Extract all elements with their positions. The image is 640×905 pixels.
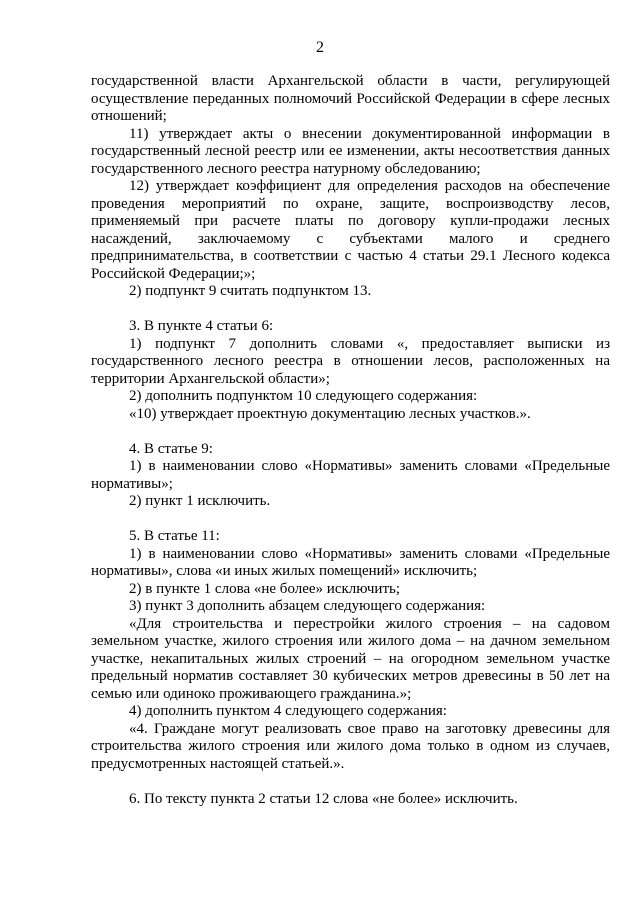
page-number: 2 [316,39,324,56]
paragraph: 2) дополнить подпунктом 10 следующего содержания: [129,388,478,404]
paragraph: 4) дополнить пунктом 4 следующего содержания: [129,703,447,719]
paragraph-spacer [91,511,610,529]
section-heading: 4. В статье 9: [129,440,213,457]
paragraph: «Для строительства и перестройки жилого строения – на садовом земельном участке, жилого строения или жилого дома – на дачном земельном участке, некапитальных жилых строений – на огородном земельном участке предельный норматив составляет 30 кубических метров древесины в 50 лет на семью или одиноко проживающего гражданина.»; [91,615,610,702]
paragraph: 2) в пункте 1 слова «не более» исключить; [129,580,401,597]
paragraph: 11) утверждает акты о внесении документированной информации в государственный лесной реестр или ее изменении, акты несоответствия данных государственного лесного реестра натурному обследованию; [91,125,610,177]
paragraph: «10) утверждает проектную документацию лесных участков.». [129,405,531,422]
paragraph: 2) подпункт 9 считать подпунктом 13. [129,283,372,299]
paragraph: «4. Граждане могут реализовать свое право на заготовку древесины для строительства жилого строения или жилого дома только в одном из случаев, предусмотренных настоящей статьей.». [91,720,610,772]
paragraph: 1) в наименовании слово «Нормативы» заменить словами «Предельные нормативы», слова «и иных жилых помещений» исключить; [91,545,610,579]
section-heading: 6. По тексту пункта 2 статьи 12 слова «не более» исключить. [129,790,518,807]
paragraph: 12) утверждает коэффициент для определения расходов на обеспечение проведения мероприятий по охране, защите, воспроизводству лесов, применяемый при расчете платы по договору купли-продажи лесных насаждений, заключаемому с субъектами малого и среднего предпринимательства, в соответствии с частью 4 статьи 29.1 Лесного кодекса Российской Федерации;»; [91,178,610,282]
paragraph-spacer [91,773,610,791]
section-heading: 5. В статье 11: [129,528,220,544]
paragraph: 2) пункт 1 исключить. [129,493,271,509]
paragraph: государственной власти Архангельской области в части, регулирующей осуществление переданных полномочий Российской Федерации в сфере лесных отношений; [91,73,610,124]
section-heading: 3. В пункте 4 статьи 6: [129,318,274,334]
paragraph: 3) пункт 3 дополнить абзацем следующего содержания: [129,598,486,614]
paragraph-spacer [91,423,610,441]
paragraph: 1) в наименовании слово «Нормативы» заменить словами «Предельные нормативы»; [91,458,610,492]
document-body [91,73,610,808]
paragraph-spacer [91,301,610,319]
paragraph: 1) подпункт 7 дополнить словами «, предоставляет выписки из государственного лесного реестра в отношении лесов, расположенных на территории Архангельской области»; [91,335,610,387]
